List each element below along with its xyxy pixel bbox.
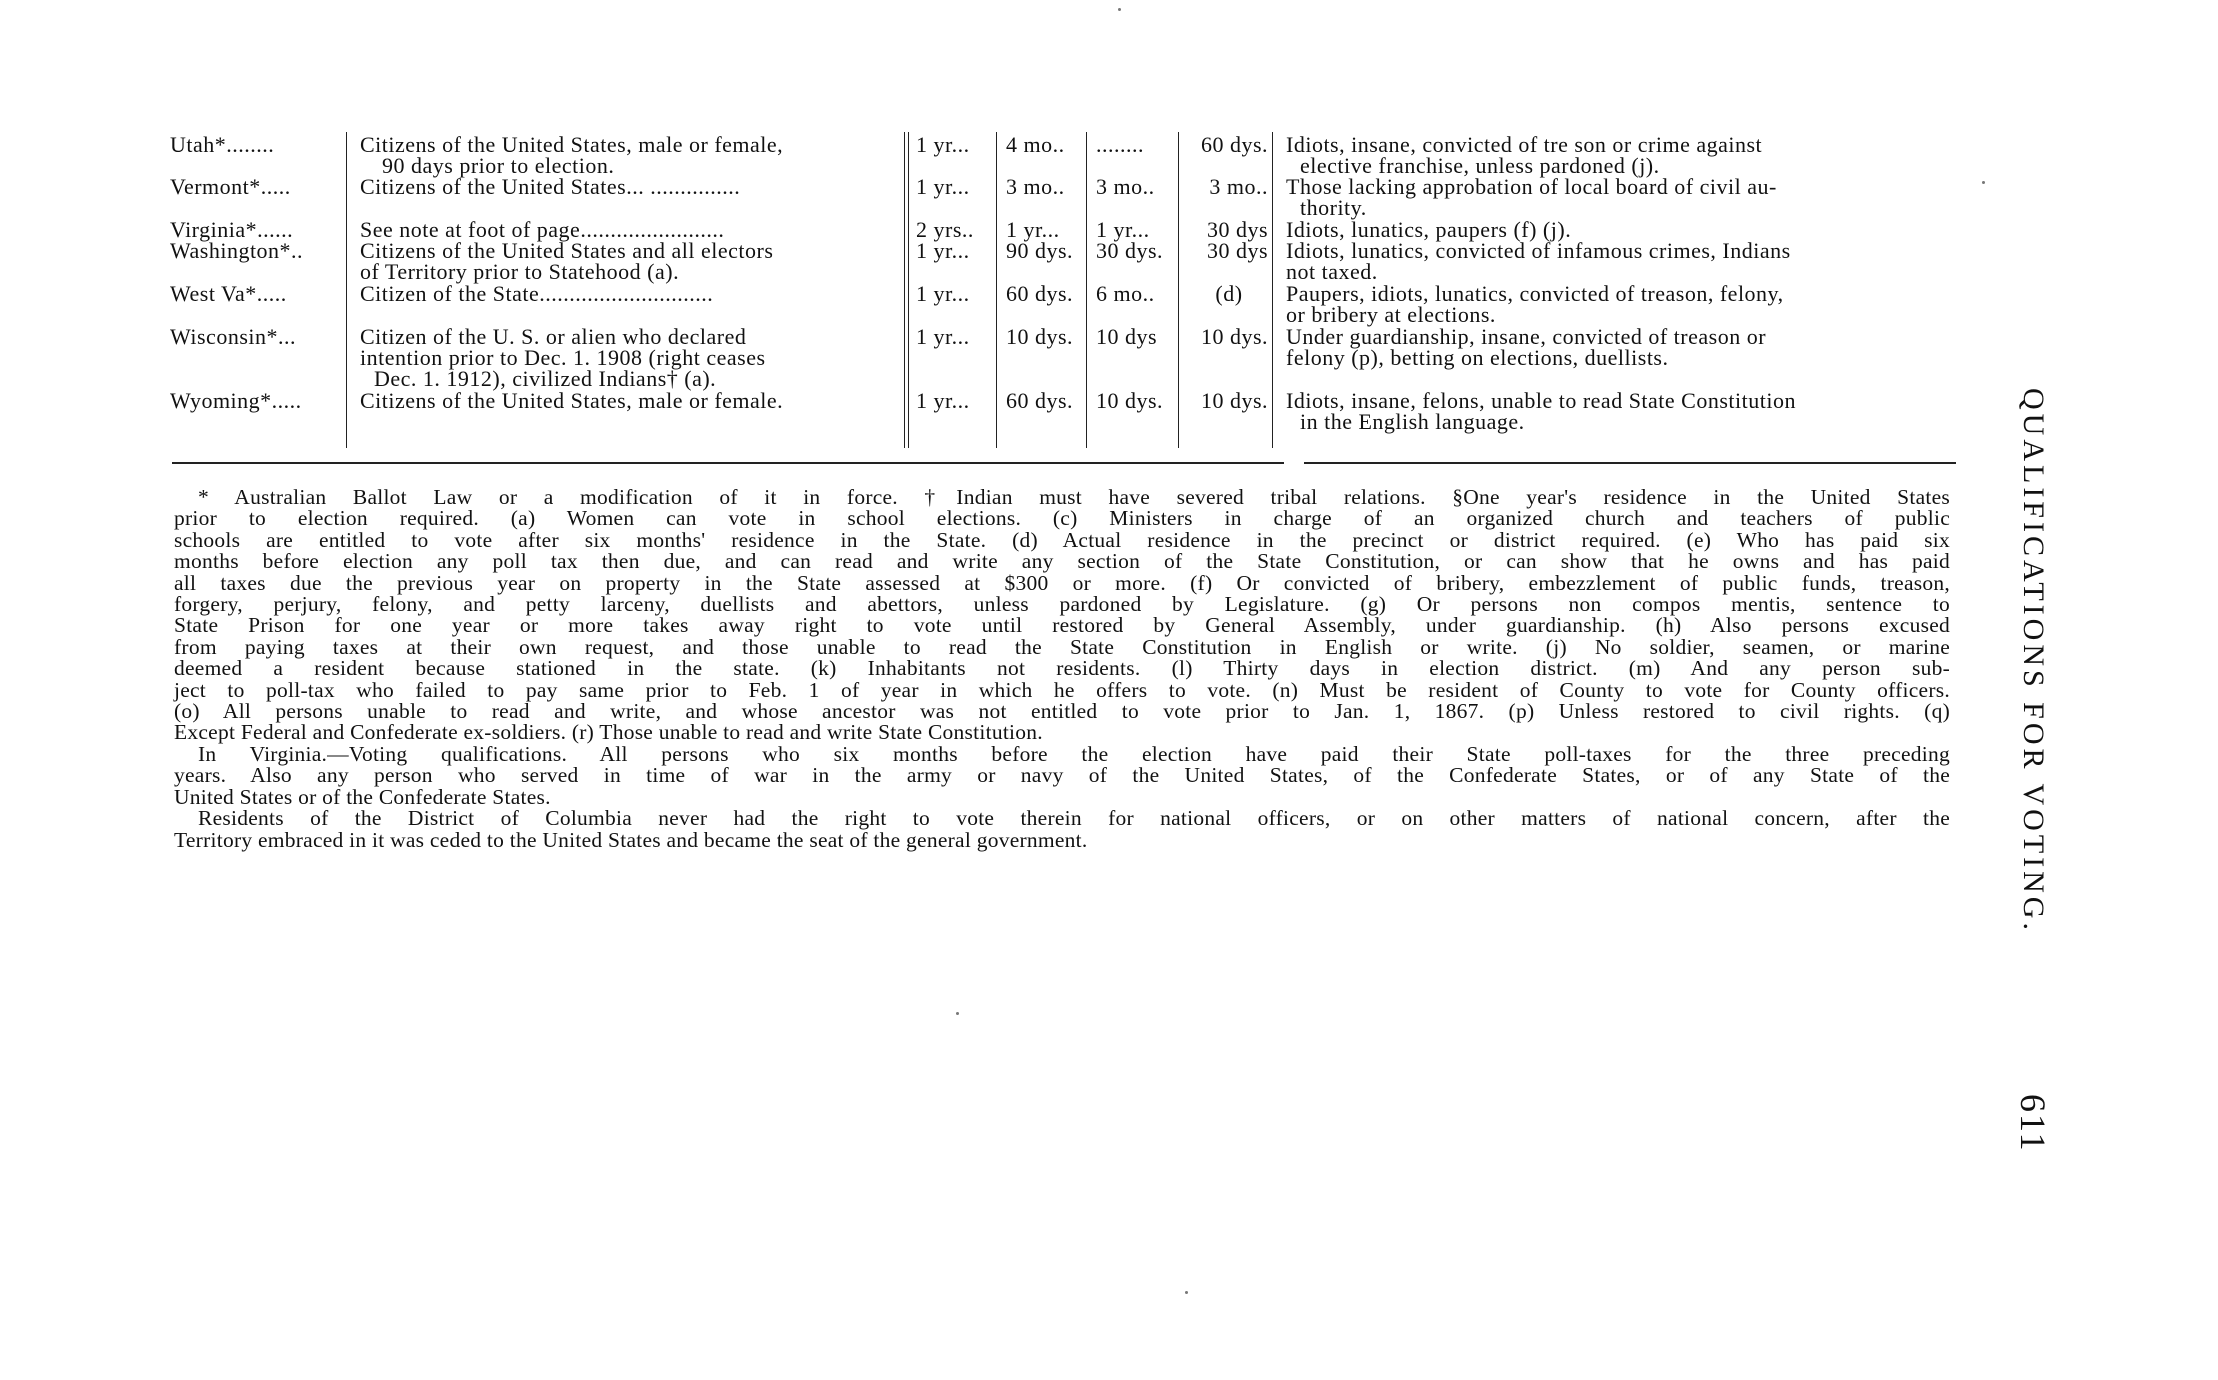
qualification-cell: Citizens of the United States, male or female, 90 days prior to election. (360, 132, 784, 178)
county-residence: 60 dys. (1006, 281, 1074, 306)
state-residence: 1 yr... (916, 324, 970, 349)
footnote-line: State Prison for one year or more takes away right to vote until restored by General Assembly, under guardianship. (h) Also persons excused (174, 613, 1950, 638)
state-residence: 1 yr... (916, 281, 970, 306)
scan-speck (1185, 1291, 1188, 1294)
table-bottom-rule (168, 462, 1960, 466)
state-name: Wisconsin*... (170, 324, 296, 349)
disqualification-cell: Idiots, lunatics, paupers (f) (j). (1286, 217, 1572, 242)
county-residence: 4 mo.. (1006, 132, 1065, 157)
footnote-line: all taxes due the previous year on property in the State assessed at $300 or more. (f) Or convicted of bribery, embezzlement of public funds, treason, (174, 570, 1950, 595)
precinct-residence: ........ (1096, 132, 1144, 157)
virginia-note-line: United States or of the Confederate States. (174, 784, 551, 809)
county-residence: 3 mo.. (1006, 174, 1065, 199)
footnote-line: Except Federal and Confederate ex-soldiers. (r) Those unable to read and write State Constitution. (174, 720, 1043, 745)
election-district: (d) (1215, 281, 1243, 306)
footnote-line: ject to poll-tax who failed to pay same prior to Feb. 1 of year in which he offers to vote. (n) Must be resident of County to vote for County officers. (174, 677, 1950, 702)
footnote-line: * Australian Ballot Law or a modification of it in force. †Indian must have severed tribal relations. §One year's residence in the United States (198, 485, 1950, 509)
disqualification-cell: Those lacking approbation of local board of civil au- thority. (1286, 174, 1777, 220)
footnote-line: schools are entitled to vote after six months' residence in the State. (d) Actual residence in the precinct or district required. (e) Who has paid six (174, 527, 1950, 552)
election-district: 3 mo.. (1209, 174, 1268, 199)
election-district: 10 dys. (1200, 324, 1268, 349)
disqualification-cell: Idiots, insane, felons, unable to read State Constitution in the English language. (1286, 388, 1796, 434)
scan-speck (956, 1012, 959, 1015)
qualification-cell: Citizens of the United States and all electors of Territory prior to Statehood (a). (360, 238, 774, 284)
state-name: Wyoming*..... (170, 388, 302, 413)
column-rule (1272, 132, 1273, 448)
virginia-note-line: years. Also any person who served in time of war in the army or navy of the United States, of the Confederate States, or of any State of the (174, 763, 1950, 788)
county-residence: 10 dys. (1006, 324, 1074, 349)
precinct-residence: 10 dys. (1096, 388, 1164, 413)
election-district: 30 dys (1206, 217, 1268, 242)
election-district: 10 dys. (1200, 388, 1268, 413)
disqualification-cell: Idiots, lunatics, convicted of infamous crimes, Indians not taxed. (1286, 238, 1791, 284)
state-residence: 1 yr... (916, 238, 970, 263)
footnote-line: deemed a resident because stationed in the state. (k) Inhabitants not residents. (l) Thirty days in election district. (m) And any person sub- (174, 656, 1950, 681)
footnote-line: forgery, perjury, felony, and petty larceny, duellists and abettors, unless pardoned by Legislature. (g) Or persons non compos mentis, sentence to (174, 592, 1950, 617)
county-residence: 90 dys. (1006, 238, 1074, 263)
dc-note-line: Residents of the District of Columbia never had the right to vote therein for national officers, or on other matters of national concern, after the (198, 806, 1950, 831)
qualification-cell: Citizen of the State............................. (360, 281, 714, 306)
disqualification-cell: Under guardianship, insane, convicted of treason or felony (p), betting on elections, duellists. (1286, 324, 1767, 370)
footnotes (174, 487, 1950, 851)
footnote-line: from paying taxes at their own request, and those unable to read the State Constitution in English or write. (j) No soldier, seamen, or marine (174, 634, 1950, 659)
virginia-note-line: In Virginia.—Voting qualifications. All persons who six months before the election have paid their State poll-taxes for the three preceding (198, 741, 1950, 766)
state-name: West Va*..... (170, 281, 287, 306)
qualification-cell: Citizens of the United States, male or female. (360, 388, 784, 413)
qualification-cell: Citizens of the United States... ............... (360, 174, 741, 199)
county-residence: 60 dys. (1006, 388, 1074, 413)
scan-speck (1118, 8, 1121, 11)
precinct-residence: 6 mo.. (1096, 281, 1155, 306)
footnote-line: prior to election required. (a) Women can vote in school elections. (c) Ministers in charge of an organized church and teachers of public (174, 506, 1950, 531)
county-residence: 1 yr... (1006, 217, 1060, 242)
footnote-line: months before election any poll tax then due, and can read and write any section of the State Constitution, or can show that he owns and has paid (174, 549, 1950, 574)
state-residence: 1 yr... (916, 174, 970, 199)
precinct-residence: 1 yr... (1096, 217, 1150, 242)
dc-note-line: Territory embraced in it was ceded to the United States and became the seat of the general government. (174, 827, 1088, 852)
state-name: Utah*........ (170, 132, 275, 157)
election-district: 30 dys (1206, 238, 1268, 263)
state-residence: 2 yrs.. (916, 217, 974, 242)
qualification-cell: See note at foot of page........................ (360, 217, 725, 242)
voting-qualifications-table (168, 130, 1960, 450)
disqualification-cell: Paupers, idiots, lunatics, convicted of treason, felony, or bribery at elections. (1286, 281, 1784, 327)
state-residence: 1 yr... (916, 132, 970, 157)
page-number: 611 (2013, 1094, 2053, 1153)
state-residence: 1 yr... (916, 388, 970, 413)
state-name: Washington*.. (170, 238, 304, 263)
qualification-cell: Citizen of the U. S. or alien who declared intention prior to Dec. 1. 1908 (right ceases Dec. 1. 1912), civilized Indians† (a). (360, 324, 766, 391)
precinct-residence: 10 dys (1096, 324, 1158, 349)
disqualification-cell: Idiots, insane, convicted of tre son or crime against elective franchise, unless pardoned (j). (1286, 132, 1763, 178)
footnote-line: (o) All persons unable to read and write, and whose ancestor was not entitled to vote prior to Jan. 1, 1867. (p) Unless restored to civil rights. (q) (174, 699, 1950, 724)
column-rule (346, 132, 347, 448)
state-name: Virginia*...... (170, 217, 294, 242)
scan-speck (1982, 181, 1985, 184)
precinct-residence: 30 dys. (1096, 238, 1164, 263)
running-head: QUALIFICATIONS FOR VOTING. (2017, 388, 2050, 934)
election-district: 60 dys. (1200, 132, 1268, 157)
precinct-residence: 3 mo.. (1096, 174, 1155, 199)
state-name: Vermont*..... (170, 174, 291, 199)
